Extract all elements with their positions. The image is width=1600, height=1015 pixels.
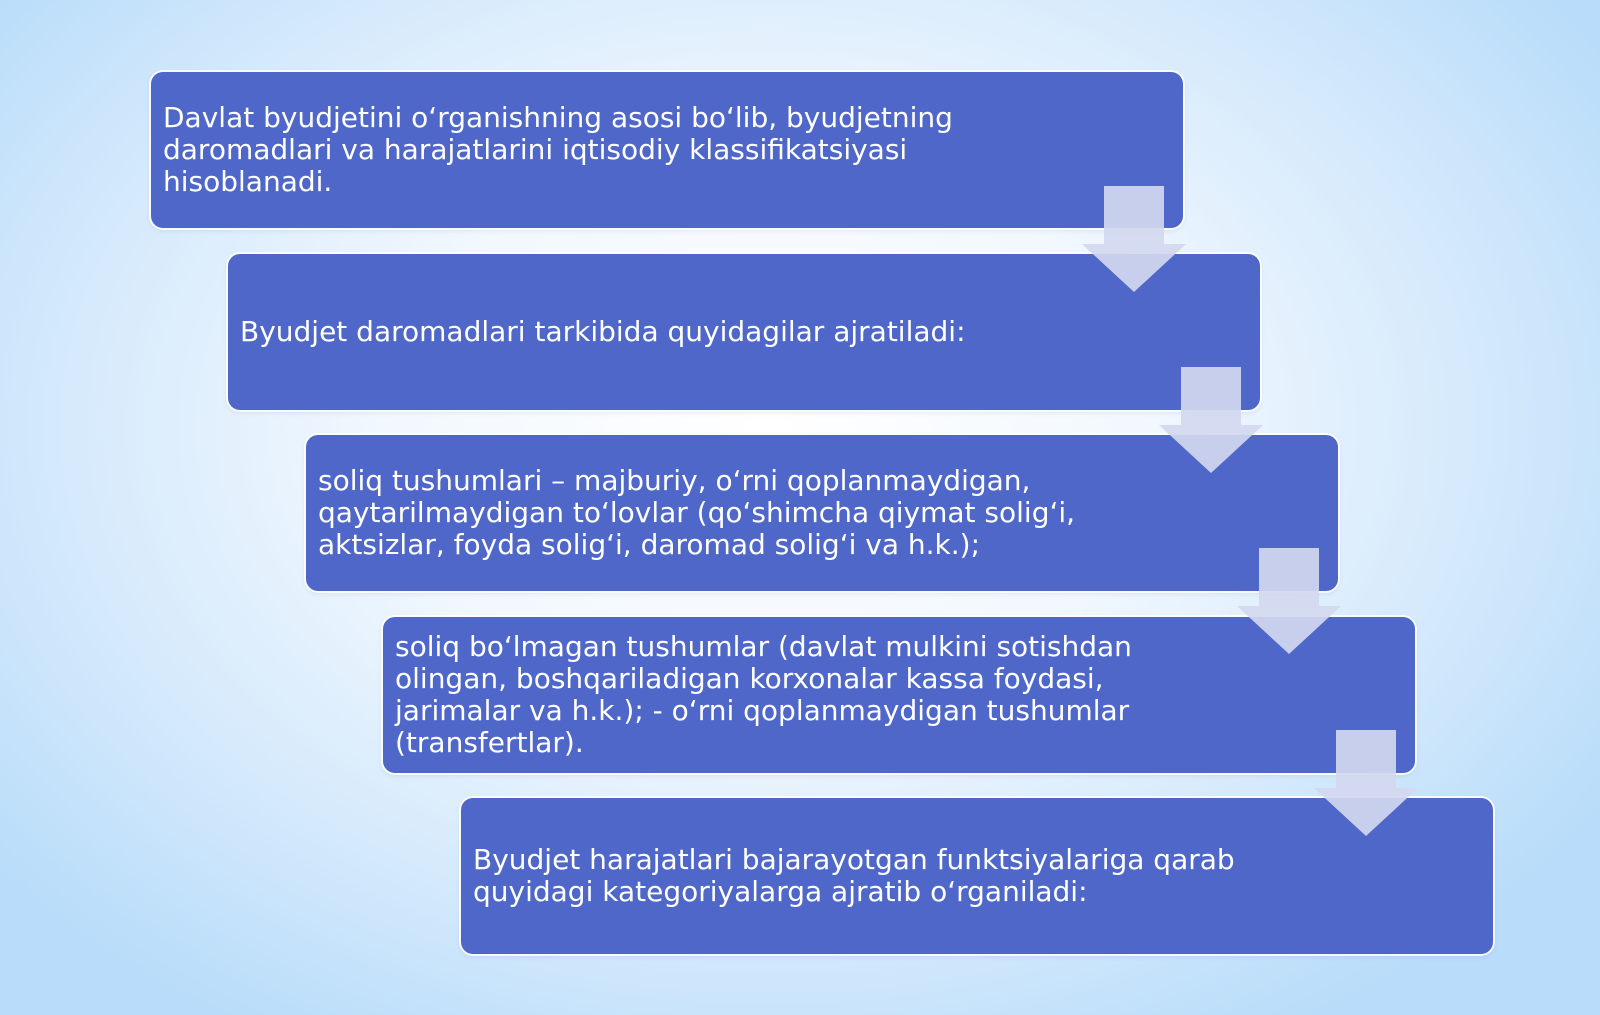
step-text-1: Davlat byudjetini o‘rganishning asosi bo‘lib, byudjetning daromadlari va harajatlarini iqtisodiy klassifikatsiyasi hisoblanadi.: [163, 101, 953, 198]
step-text-5: Byudjet harajatlari bajarayotgan funktsiyalariga qarab quyidagi kategoriyalarga ajratib o‘rganiladi:: [473, 843, 1235, 908]
step-text-2: Byudjet daromadlari tarkibida quyidagilar ajratiladi:: [240, 315, 966, 348]
down-arrow-icon: [1314, 730, 1418, 836]
step-text-3: soliq tushumlari – majburiy, o‘rni qoplanmaydigan, qaytarilmaydigan to‘lovlar (qo‘shimcha qiymat solig‘i, aktsizlar, foyda solig‘i, daromad solig‘i va h.k.);: [318, 464, 1076, 561]
down-arrow-icon: [1082, 186, 1186, 292]
down-arrow-icon: [1159, 367, 1263, 473]
step-text-4: soliq bo‘lmagan tushumlar (davlat mulkini sotishdan olingan, boshqariladigan korxonalar kassa foydasi, jarimalar va h.k.); - o‘rni qoplanmaydigan tushumlar (transfertlar).: [395, 630, 1132, 759]
down-arrow-icon: [1237, 548, 1341, 654]
step-box-1: [151, 72, 1183, 228]
